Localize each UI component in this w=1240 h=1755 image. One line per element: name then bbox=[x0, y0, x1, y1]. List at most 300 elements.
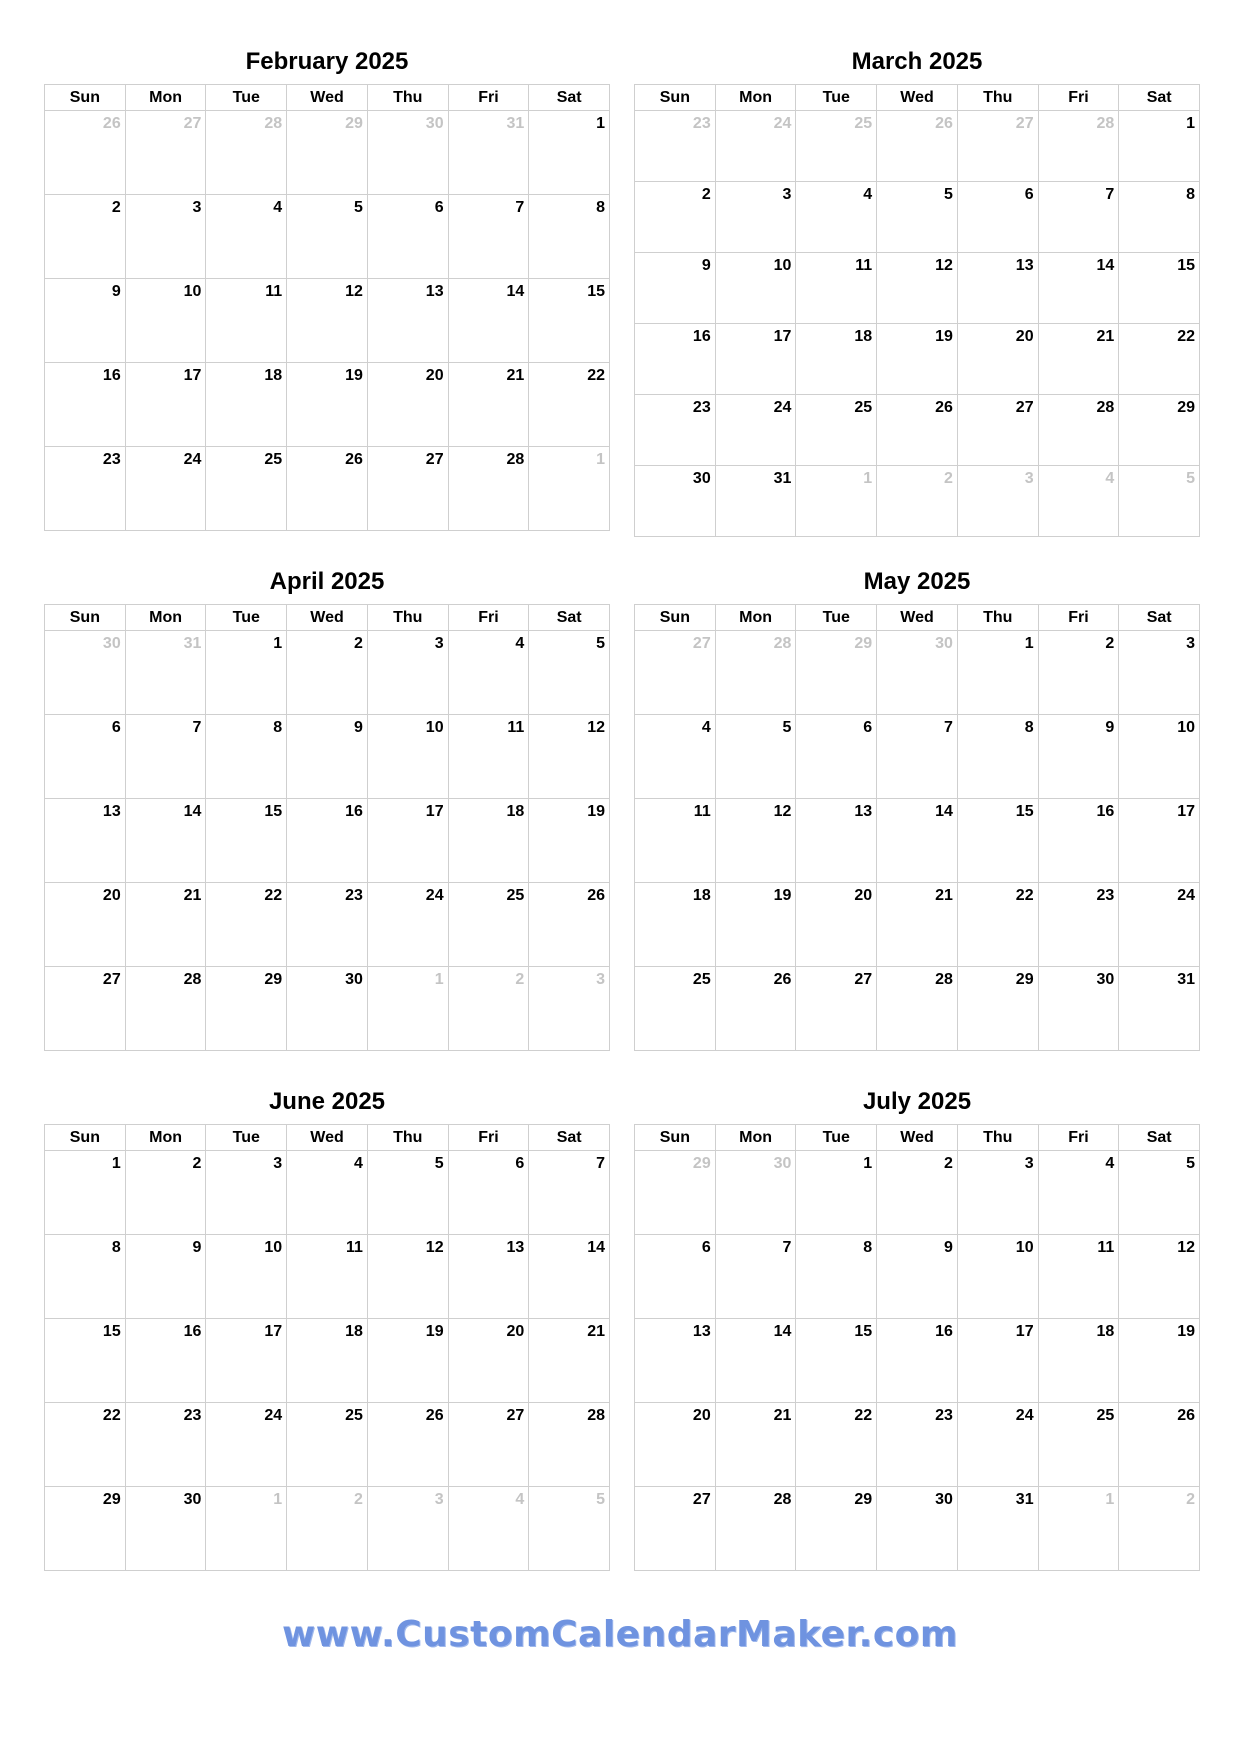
day-cell-adjacent-month bbox=[449, 111, 530, 195]
day-cell-adjacent-month bbox=[958, 466, 1039, 537]
week-row bbox=[635, 715, 1200, 799]
day-cell bbox=[796, 715, 877, 799]
day-number: 21 bbox=[506, 367, 525, 384]
month-calendar bbox=[44, 1080, 610, 1571]
day-cell bbox=[1119, 967, 1200, 1051]
day-number: 1 bbox=[273, 635, 283, 652]
day-cell bbox=[1039, 1403, 1120, 1487]
day-cell bbox=[449, 1403, 530, 1487]
day-number: 9 bbox=[1105, 719, 1115, 736]
day-number: 2 bbox=[353, 1491, 363, 1508]
day-number: 7 bbox=[596, 1155, 606, 1172]
day-number: 21 bbox=[183, 887, 202, 904]
weekday-label: Wed bbox=[877, 605, 958, 631]
day-number: 17 bbox=[1015, 1323, 1034, 1340]
day-number: 3 bbox=[434, 635, 444, 652]
day-cell bbox=[958, 182, 1039, 253]
weekday-label: Sun bbox=[635, 1125, 716, 1151]
weekday-label: Tue bbox=[796, 605, 877, 631]
day-cell-adjacent-month bbox=[877, 111, 958, 182]
day-number: 5 bbox=[353, 199, 363, 216]
day-cell bbox=[958, 1319, 1039, 1403]
day-number: 13 bbox=[692, 1323, 711, 1340]
day-number: 25 bbox=[854, 399, 873, 416]
day-number: 24 bbox=[425, 887, 444, 904]
day-cell bbox=[958, 1151, 1039, 1235]
day-cell bbox=[716, 182, 797, 253]
day-number: 28 bbox=[773, 1491, 792, 1508]
day-number: 15 bbox=[587, 283, 606, 300]
day-number: 23 bbox=[345, 887, 363, 904]
day-cell bbox=[287, 1403, 368, 1487]
day-cell bbox=[716, 1487, 797, 1571]
day-cell bbox=[1119, 715, 1200, 799]
day-cell-adjacent-month bbox=[529, 1487, 610, 1571]
day-number: 20 bbox=[506, 1323, 525, 1340]
day-number: 30 bbox=[425, 115, 444, 132]
week-row bbox=[635, 1319, 1200, 1403]
week-row bbox=[635, 1235, 1200, 1319]
day-cell-adjacent-month bbox=[796, 111, 877, 182]
day-number: 5 bbox=[943, 186, 953, 203]
day-cell bbox=[45, 799, 126, 883]
day-cell-adjacent-month bbox=[287, 1487, 368, 1571]
weekday-label: Sat bbox=[1119, 605, 1200, 631]
day-number: 28 bbox=[587, 1407, 606, 1424]
day-cell bbox=[635, 324, 716, 395]
week-row bbox=[45, 1319, 610, 1403]
week-row bbox=[45, 799, 610, 883]
day-cell bbox=[287, 883, 368, 967]
day-cell bbox=[449, 1319, 530, 1403]
day-cell bbox=[877, 395, 958, 466]
day-cell bbox=[368, 1235, 449, 1319]
weekday-label: Sat bbox=[529, 1125, 610, 1151]
day-cell bbox=[368, 1403, 449, 1487]
day-cell-adjacent-month bbox=[635, 111, 716, 182]
day-cell bbox=[45, 883, 126, 967]
day-number: 3 bbox=[192, 199, 202, 216]
week-row bbox=[635, 631, 1200, 715]
day-cell bbox=[1119, 1403, 1200, 1487]
day-number: 2 bbox=[1105, 635, 1115, 652]
weekday-label: Thu bbox=[368, 85, 449, 111]
day-number: 23 bbox=[102, 451, 121, 468]
day-cell bbox=[529, 1403, 610, 1487]
weekday-label: Sun bbox=[635, 605, 716, 631]
day-cell-adjacent-month bbox=[126, 631, 207, 715]
week-row bbox=[635, 1403, 1200, 1487]
day-number: 2 bbox=[943, 1155, 953, 1172]
week-row bbox=[635, 253, 1200, 324]
day-number: 25 bbox=[264, 451, 283, 468]
day-number: 9 bbox=[943, 1239, 953, 1256]
week-row bbox=[45, 363, 610, 447]
day-cell bbox=[877, 182, 958, 253]
day-number: 17 bbox=[773, 328, 792, 345]
day-cell bbox=[716, 466, 797, 537]
weekday-label: Fri bbox=[449, 605, 530, 631]
day-number: 12 bbox=[345, 283, 363, 300]
day-cell-adjacent-month bbox=[1119, 1487, 1200, 1571]
day-cell bbox=[716, 799, 797, 883]
day-number: 9 bbox=[353, 719, 363, 736]
day-cell bbox=[716, 395, 797, 466]
month-title: June 2025 bbox=[268, 1088, 386, 1115]
day-number: 4 bbox=[1105, 1155, 1115, 1172]
day-number: 26 bbox=[345, 451, 363, 468]
day-cell bbox=[1119, 253, 1200, 324]
day-number: 27 bbox=[183, 115, 202, 132]
day-cell bbox=[287, 279, 368, 363]
day-number: 1 bbox=[863, 470, 873, 487]
day-cell bbox=[635, 253, 716, 324]
day-cell-adjacent-month bbox=[796, 466, 877, 537]
day-number: 31 bbox=[183, 635, 202, 652]
day-number: 22 bbox=[854, 1407, 873, 1424]
day-number: 25 bbox=[854, 115, 873, 132]
day-cell bbox=[1039, 715, 1120, 799]
day-number: 9 bbox=[111, 283, 121, 300]
day-cell bbox=[796, 1151, 877, 1235]
weekday-label: Fri bbox=[449, 1125, 530, 1151]
day-cell bbox=[796, 253, 877, 324]
day-cell bbox=[1039, 182, 1120, 253]
day-cell-adjacent-month bbox=[635, 1151, 716, 1235]
day-cell bbox=[877, 1403, 958, 1487]
day-cell-adjacent-month bbox=[716, 1151, 797, 1235]
day-number: 10 bbox=[1177, 719, 1196, 736]
day-number: 6 bbox=[515, 1155, 525, 1172]
day-cell bbox=[716, 967, 797, 1051]
day-cell bbox=[796, 799, 877, 883]
day-number: 13 bbox=[1015, 257, 1034, 274]
day-number: 24 bbox=[1177, 887, 1196, 904]
day-number: 8 bbox=[863, 1239, 873, 1256]
day-number: 27 bbox=[692, 635, 711, 652]
day-number: 4 bbox=[701, 719, 711, 736]
week-row bbox=[45, 447, 610, 531]
day-number: 6 bbox=[111, 719, 121, 736]
day-cell bbox=[449, 363, 530, 447]
day-number: 23 bbox=[183, 1407, 202, 1424]
day-number: 30 bbox=[773, 1155, 792, 1172]
week-row bbox=[45, 883, 610, 967]
day-number: 30 bbox=[692, 470, 711, 487]
day-cell bbox=[796, 1487, 877, 1571]
day-number: 7 bbox=[782, 1239, 792, 1256]
day-cell bbox=[958, 1487, 1039, 1571]
day-number: 12 bbox=[1177, 1239, 1196, 1256]
day-number: 2 bbox=[515, 971, 525, 988]
day-cell-adjacent-month bbox=[877, 466, 958, 537]
day-cell-adjacent-month bbox=[1119, 466, 1200, 537]
day-number: 22 bbox=[102, 1407, 121, 1424]
month-calendar bbox=[634, 40, 1200, 537]
day-number: 22 bbox=[1015, 887, 1034, 904]
day-cell bbox=[635, 1487, 716, 1571]
day-cell bbox=[126, 1487, 207, 1571]
day-number: 2 bbox=[1186, 1491, 1196, 1508]
day-number: 17 bbox=[264, 1323, 283, 1340]
day-number: 11 bbox=[345, 1239, 363, 1256]
weekday-label: Sat bbox=[1119, 85, 1200, 111]
day-cell bbox=[45, 1235, 126, 1319]
day-number: 28 bbox=[1096, 115, 1115, 132]
day-number: 20 bbox=[854, 887, 873, 904]
day-number: 7 bbox=[192, 719, 202, 736]
day-number: 19 bbox=[935, 328, 953, 345]
day-number: 13 bbox=[506, 1239, 525, 1256]
day-cell bbox=[716, 883, 797, 967]
day-number: 5 bbox=[596, 1491, 606, 1508]
day-number: 3 bbox=[1024, 470, 1034, 487]
day-number: 27 bbox=[1015, 399, 1034, 416]
day-cell bbox=[1119, 799, 1200, 883]
weekday-label: Fri bbox=[1039, 85, 1120, 111]
day-number: 8 bbox=[1024, 719, 1034, 736]
day-cell bbox=[287, 715, 368, 799]
month-title: March 2025 bbox=[851, 48, 983, 75]
day-number: 28 bbox=[935, 971, 953, 988]
day-cell bbox=[716, 1403, 797, 1487]
day-number: 5 bbox=[596, 635, 606, 652]
day-cell bbox=[635, 715, 716, 799]
day-cell bbox=[206, 631, 287, 715]
week-row bbox=[635, 1151, 1200, 1235]
month-calendar bbox=[44, 40, 610, 531]
day-number: 28 bbox=[1096, 399, 1115, 416]
day-cell-adjacent-month bbox=[529, 447, 610, 531]
day-number: 19 bbox=[425, 1323, 444, 1340]
day-number: 20 bbox=[425, 367, 444, 384]
day-number: 16 bbox=[692, 328, 711, 345]
day-number: 27 bbox=[692, 1491, 711, 1508]
day-cell-adjacent-month bbox=[958, 111, 1039, 182]
day-cell bbox=[635, 1403, 716, 1487]
week-row bbox=[45, 631, 610, 715]
day-number: 3 bbox=[434, 1491, 444, 1508]
day-cell-adjacent-month bbox=[45, 631, 126, 715]
day-cell bbox=[368, 279, 449, 363]
day-number: 9 bbox=[192, 1239, 202, 1256]
day-cell bbox=[796, 967, 877, 1051]
day-number: 21 bbox=[935, 887, 953, 904]
calendar-grid bbox=[44, 604, 610, 1051]
day-cell bbox=[529, 363, 610, 447]
day-number: 26 bbox=[587, 887, 606, 904]
day-cell bbox=[1119, 1319, 1200, 1403]
day-cell bbox=[716, 324, 797, 395]
day-number: 10 bbox=[264, 1239, 283, 1256]
day-cell bbox=[45, 1403, 126, 1487]
weekday-label: Wed bbox=[287, 85, 368, 111]
day-cell bbox=[287, 631, 368, 715]
day-number: 6 bbox=[434, 199, 444, 216]
website-url[interactable]: www.CustomCalendarMaker.com bbox=[282, 1614, 958, 1655]
day-cell bbox=[1119, 1235, 1200, 1319]
day-number: 7 bbox=[1105, 186, 1115, 203]
day-cell bbox=[287, 1319, 368, 1403]
day-number: 22 bbox=[1177, 328, 1196, 345]
day-number: 3 bbox=[596, 971, 606, 988]
day-number: 19 bbox=[587, 803, 606, 820]
day-cell bbox=[206, 715, 287, 799]
day-cell bbox=[287, 195, 368, 279]
day-cell bbox=[796, 883, 877, 967]
day-number: 29 bbox=[102, 1491, 121, 1508]
weekday-header-row bbox=[45, 85, 610, 111]
day-cell bbox=[529, 799, 610, 883]
day-number: 1 bbox=[434, 971, 444, 988]
day-cell bbox=[449, 1235, 530, 1319]
day-number: 29 bbox=[1015, 971, 1034, 988]
day-number: 15 bbox=[264, 803, 283, 820]
day-cell bbox=[716, 715, 797, 799]
day-cell bbox=[449, 447, 530, 531]
day-number: 16 bbox=[102, 367, 121, 384]
day-cell bbox=[287, 447, 368, 531]
week-row bbox=[635, 324, 1200, 395]
day-number: 14 bbox=[506, 283, 525, 300]
day-number: 22 bbox=[587, 367, 606, 384]
day-number: 15 bbox=[854, 1323, 873, 1340]
day-number: 29 bbox=[854, 1491, 873, 1508]
day-number: 30 bbox=[183, 1491, 202, 1508]
weekday-label: Thu bbox=[958, 1125, 1039, 1151]
weekday-label: Tue bbox=[796, 85, 877, 111]
day-cell bbox=[877, 1487, 958, 1571]
day-cell bbox=[958, 1235, 1039, 1319]
day-cell bbox=[287, 967, 368, 1051]
day-cell-adjacent-month bbox=[635, 631, 716, 715]
day-cell bbox=[958, 967, 1039, 1051]
day-cell bbox=[1119, 182, 1200, 253]
day-number: 12 bbox=[587, 719, 606, 736]
weekday-label: Wed bbox=[877, 1125, 958, 1151]
day-cell bbox=[1039, 967, 1120, 1051]
day-number: 7 bbox=[943, 719, 953, 736]
day-cell bbox=[877, 1151, 958, 1235]
weekday-label: Tue bbox=[206, 85, 287, 111]
weekday-label: Mon bbox=[126, 85, 207, 111]
day-number: 20 bbox=[1015, 328, 1034, 345]
month-calendar bbox=[634, 1080, 1200, 1571]
day-number: 4 bbox=[515, 635, 525, 652]
weekday-label: Wed bbox=[877, 85, 958, 111]
day-number: 16 bbox=[183, 1323, 202, 1340]
day-cell bbox=[45, 1319, 126, 1403]
week-row bbox=[635, 111, 1200, 182]
day-number: 26 bbox=[425, 1407, 444, 1424]
day-number: 11 bbox=[693, 803, 711, 820]
day-number: 17 bbox=[183, 367, 202, 384]
day-number: 8 bbox=[1186, 186, 1196, 203]
day-number: 8 bbox=[596, 199, 606, 216]
day-cell bbox=[126, 1319, 207, 1403]
day-number: 16 bbox=[345, 803, 363, 820]
day-number: 23 bbox=[935, 1407, 953, 1424]
day-cell bbox=[126, 967, 207, 1051]
weekday-label: Tue bbox=[206, 1125, 287, 1151]
day-cell bbox=[1119, 1151, 1200, 1235]
week-row bbox=[635, 395, 1200, 466]
day-number: 24 bbox=[1015, 1407, 1034, 1424]
day-cell bbox=[206, 447, 287, 531]
day-cell bbox=[529, 715, 610, 799]
day-number: 1 bbox=[1024, 635, 1034, 652]
day-number: 31 bbox=[1015, 1491, 1034, 1508]
day-cell bbox=[126, 279, 207, 363]
day-number: 28 bbox=[183, 971, 202, 988]
weekday-header-row bbox=[635, 85, 1200, 111]
day-cell bbox=[449, 631, 530, 715]
weekday-label: Wed bbox=[287, 1125, 368, 1151]
day-number: 26 bbox=[102, 115, 121, 132]
day-cell bbox=[1119, 883, 1200, 967]
day-cell bbox=[635, 1235, 716, 1319]
day-cell bbox=[1039, 395, 1120, 466]
day-number: 5 bbox=[782, 719, 792, 736]
day-cell bbox=[716, 1319, 797, 1403]
day-cell bbox=[368, 799, 449, 883]
day-number: 23 bbox=[692, 399, 711, 416]
day-cell bbox=[368, 1151, 449, 1235]
day-cell bbox=[206, 1151, 287, 1235]
day-number: 10 bbox=[425, 719, 444, 736]
day-number: 2 bbox=[111, 199, 121, 216]
day-cell bbox=[796, 1235, 877, 1319]
day-number: 14 bbox=[587, 1239, 606, 1256]
weekday-label: Thu bbox=[958, 605, 1039, 631]
day-cell bbox=[529, 631, 610, 715]
day-cell-adjacent-month bbox=[1039, 111, 1120, 182]
day-cell bbox=[877, 883, 958, 967]
day-number: 30 bbox=[102, 635, 121, 652]
day-number: 11 bbox=[265, 283, 283, 300]
day-number: 4 bbox=[1105, 470, 1115, 487]
day-number: 21 bbox=[587, 1323, 606, 1340]
week-row bbox=[635, 883, 1200, 967]
week-row bbox=[635, 182, 1200, 253]
day-number: 26 bbox=[1177, 1407, 1196, 1424]
day-cell bbox=[287, 1235, 368, 1319]
day-cell bbox=[126, 715, 207, 799]
day-cell-adjacent-month bbox=[206, 1487, 287, 1571]
day-number: 14 bbox=[935, 803, 953, 820]
day-cell bbox=[635, 1319, 716, 1403]
day-cell bbox=[796, 1403, 877, 1487]
day-cell-adjacent-month bbox=[368, 967, 449, 1051]
day-number: 10 bbox=[1015, 1239, 1034, 1256]
day-number: 5 bbox=[1186, 470, 1196, 487]
day-number: 3 bbox=[1186, 635, 1196, 652]
weekday-label: Sun bbox=[635, 85, 716, 111]
day-cell bbox=[796, 324, 877, 395]
day-number: 21 bbox=[773, 1407, 792, 1424]
day-cell-adjacent-month bbox=[126, 111, 207, 195]
day-number: 16 bbox=[1096, 803, 1115, 820]
day-cell bbox=[368, 363, 449, 447]
day-cell bbox=[206, 883, 287, 967]
weekday-label: Mon bbox=[716, 1125, 797, 1151]
month-title: February 2025 bbox=[245, 48, 409, 75]
day-number: 27 bbox=[1015, 115, 1034, 132]
weekday-header-row bbox=[635, 1125, 1200, 1151]
day-cell bbox=[126, 363, 207, 447]
day-number: 29 bbox=[692, 1155, 711, 1172]
day-cell-adjacent-month bbox=[287, 111, 368, 195]
